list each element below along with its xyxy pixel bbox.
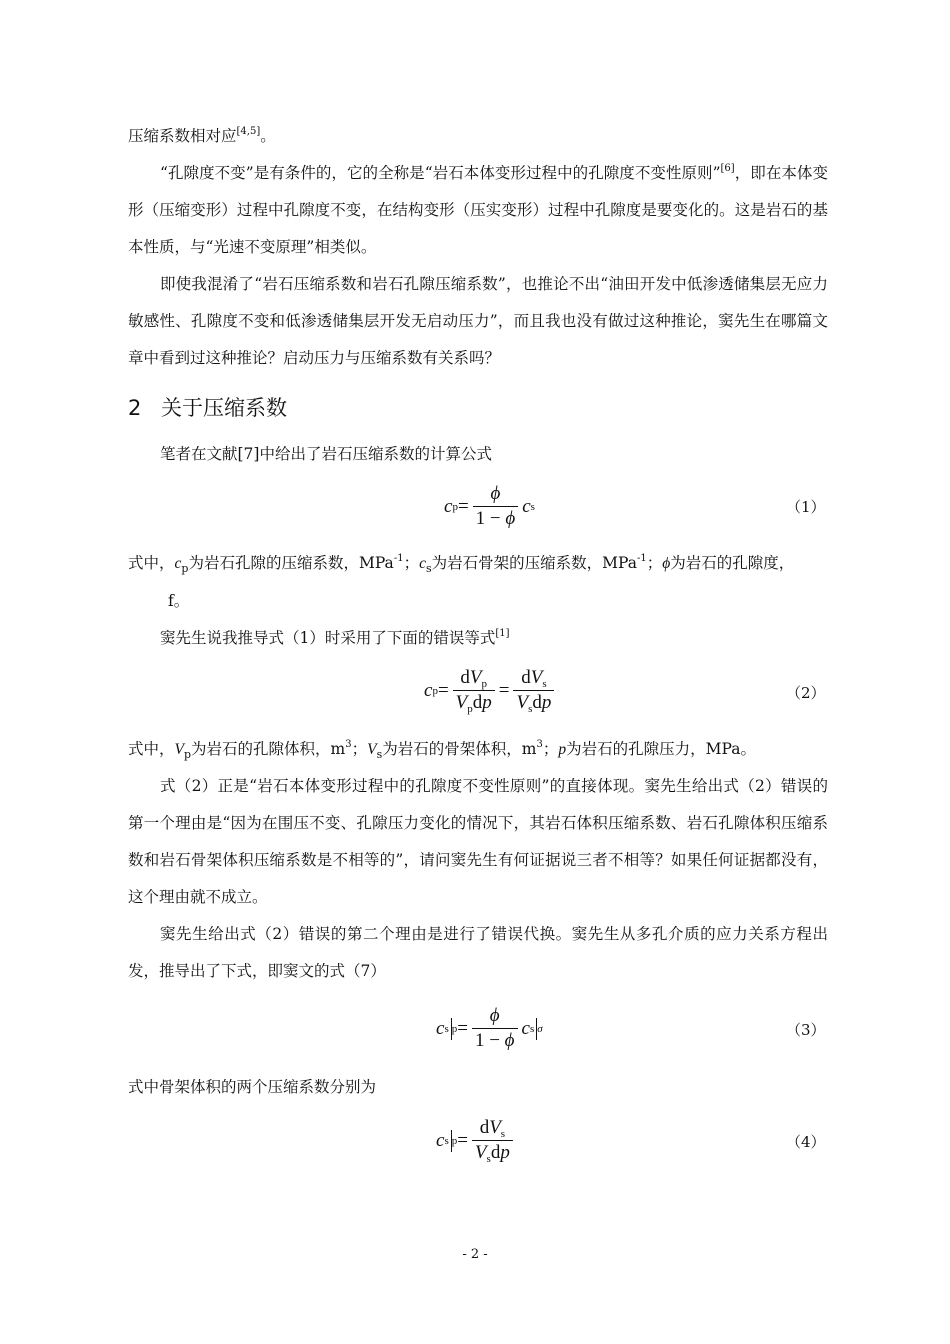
equation-number-4: （4） xyxy=(786,1133,826,1151)
paragraph-6: 窦先生给出式（2）错误的第二个理由是进行了错误代换。窦先生从多孔介质的应力关系方程出发，推导出了下式，即窦文的式（7） xyxy=(128,925,828,980)
equation-1: c p = $\frac{\phi}{1 - \phi}$ c s xyxy=(444,483,535,529)
equation-2: c p = $\frac{dV_p}{V_pdp}$ = $\frac{dV_s}{V_sdp}$ xyxy=(424,666,558,715)
equation-number-3: （3） xyxy=(786,1021,826,1039)
paragraph-3: 笔者在文献[7]中给出了岩石压缩系数的计算公式 xyxy=(160,445,492,463)
paragraph-5: 式（2）正是“岩石本体变形过程中的孔隙度不变性原则”的直接体现。窦先生给出式（2）错误的第一个理由是“因为在围压不变、孔隙压力变化的情况下，其岩石体积压缩系数、岩石孔隙体积压缩系数和岩石骨架体积压缩系数是不相等的”，请问窦先生有何证据说三者不相等？如果任何证据都没有，这个理由就不成立。 xyxy=(128,777,828,906)
paragraph-0: 压缩系数相对应[4,5]。 xyxy=(128,126,276,145)
equation-number-2: （2） xyxy=(786,684,826,702)
paragraph-1: “孔隙度不变”是有条件的，它的全称是“岩石本体变形过程中的孔隙度不变性原则”[6]，即在本体变形（压缩变形）过程中孔隙度不变，在结构变形（压实变形）过程中孔隙度是要变化的。这是岩石的基本性质，与“光速不变原理”相类似。 xyxy=(128,163,828,256)
equation-number-1: （1） xyxy=(786,498,826,516)
definitions-2: 式中，$V_p$为岩石的孔隙体积，$m^3$；$V_s$为岩石的骨架体积，$m^3$；p为岩石的孔隙压力，MPa。 xyxy=(128,739,756,761)
definitions-1: 式中，$c_p$为岩石孔隙的压缩系数，MPa$^{-1}$；$c_s$为岩石骨架的压缩系数，MPa$^{-1}$；ϕ为岩石的孔隙度， xyxy=(128,553,795,575)
paragraph-7: 式中骨架体积的两个压缩系数分别为 xyxy=(128,1078,377,1096)
definitions-1-unit: f。 xyxy=(168,592,190,610)
equation-3: c s p = $\frac{\phi}{1 - \phi}$ c s σ xyxy=(436,1005,543,1051)
equation-4: c s p = $\frac{dV_s}{V_sdp}$ xyxy=(436,1116,517,1165)
paragraph-4: 窦先生说我推导式（1）时采用了下面的错误等式[1] xyxy=(160,628,510,647)
page-number: - 2 - xyxy=(462,1247,488,1262)
paragraph-2: 即使我混淆了“岩石压缩系数和岩石孔隙压缩系数”，也推论不出“油田开发中低渗透储集层无应力敏感性、孔隙度不变和低渗透储集层开发无启动压力”，而且我也没有做过这种推论，窦先生在哪篇文章中看到过这种推论？启动压力与压缩系数有关系吗？ xyxy=(128,275,828,367)
section-heading: 2 关于压缩系数 xyxy=(128,396,287,420)
